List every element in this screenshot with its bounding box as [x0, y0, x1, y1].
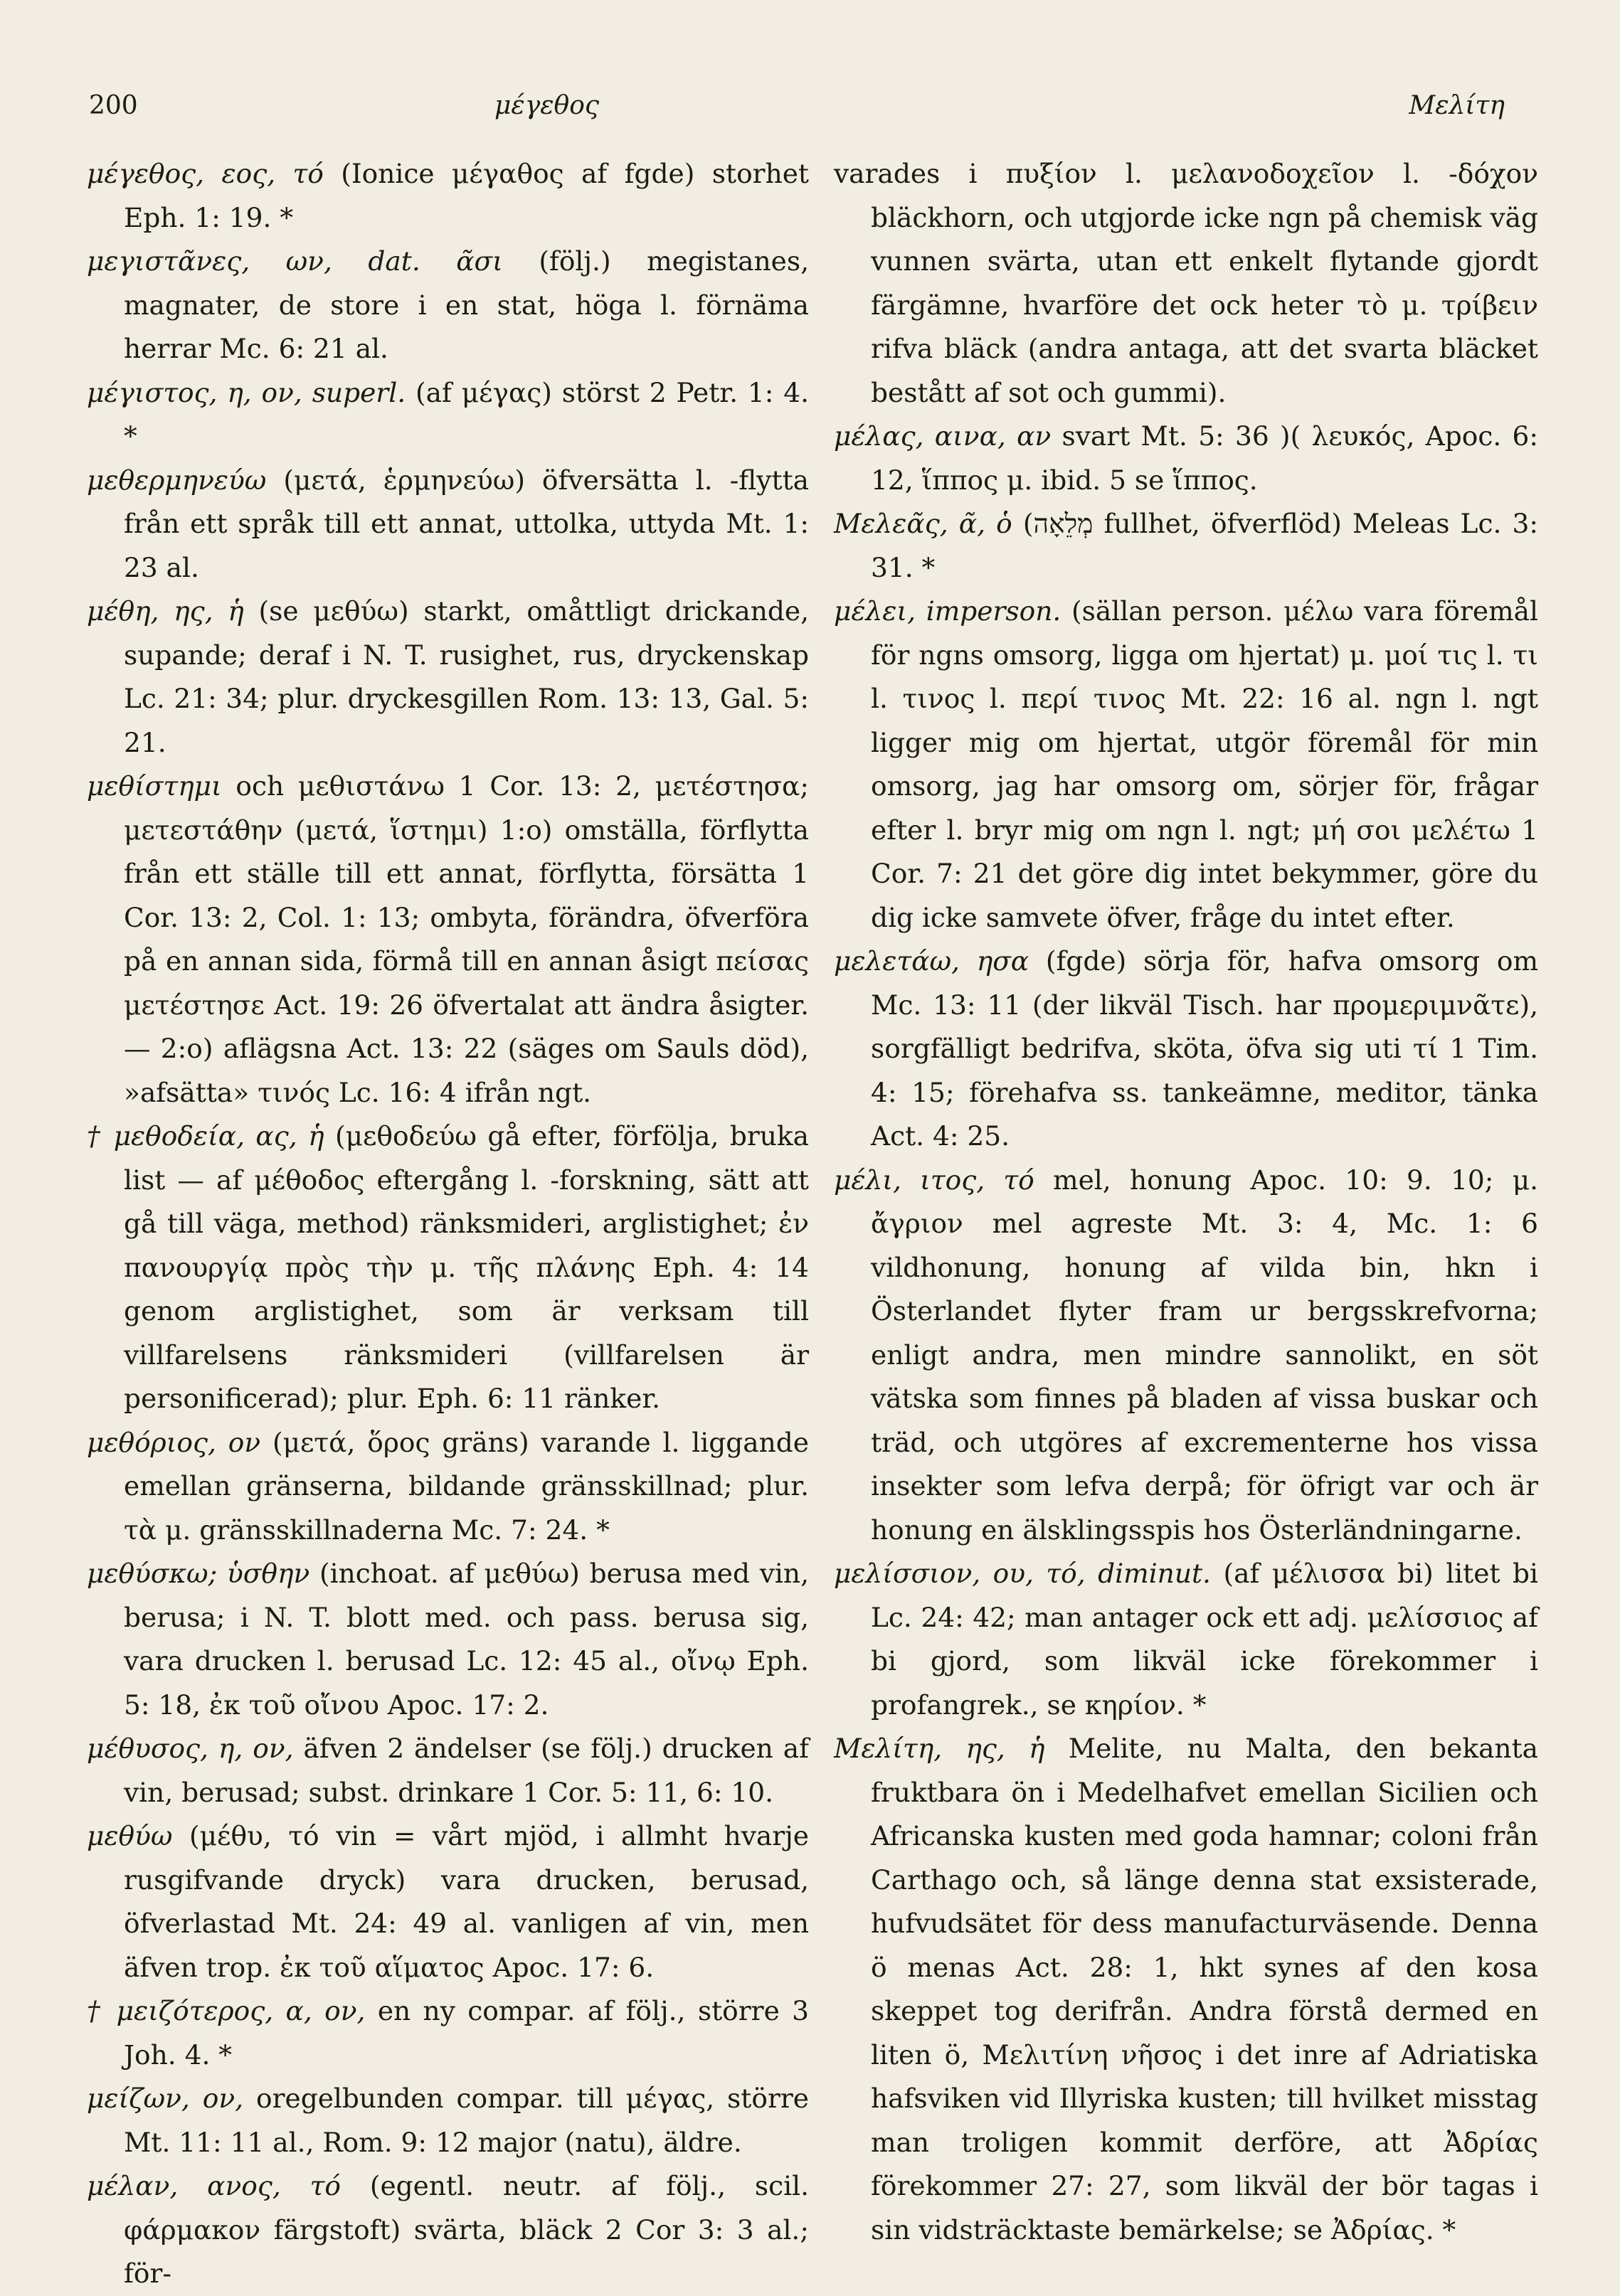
entry-definition: (af μέλισσα bi) litet bi Lc. 24: 42; man antager ock ett adj. μελίσσιος af bi gjord, som likväl icke förekommer i profangrek., se κηρίον. * — [871, 1558, 1538, 1721]
left-column — [87, 152, 809, 2296]
entry-definition: (af μέγας) störst 2 Petr. 1: 4. * — [124, 376, 810, 452]
dictionary-entry — [834, 1727, 1538, 2252]
dictionary-entry — [87, 1727, 809, 1814]
dictionary-entry — [87, 590, 809, 765]
entry-headword: μέλαν, ανος, τό — [87, 2170, 341, 2201]
entry-definition: (מְלֵאָה fullhet, öfverflöd) Meleas Lc. 3: 31. * — [871, 508, 1538, 583]
dictionary-entry — [834, 502, 1538, 590]
entry-definition: (följ.) megistanes, magnater, de store i en stat, höga l. förnäma herrar Mc. 6: 21 al. — [124, 245, 809, 364]
entry-headword: Μελίτη, ης, ἡ — [834, 1733, 1045, 1764]
entry-headword: μέθη, ης, ἡ — [87, 595, 244, 627]
entry-definition: svart Mt. 5: 36 )( λευκός, Apoc. 6: 12, ἵππος μ. ibid. 5 se ἵππος. — [871, 420, 1538, 496]
entry-headword: μεθίστημι — [87, 770, 222, 802]
dictionary-entry — [834, 1552, 1538, 1727]
page-header — [89, 91, 1533, 134]
entry-definition: (sällan person. μέλω vara föremål för ngns omsorg, ligga om hjertat) μ. μοί τις l. τι l. τινος l. περί τινος Mt. 22: 16 al. ngn l. ngt ligger mig om hjertat, utgör föremål för min omsorg, jag har omsorg om, sörjer för, frågar efter l. bryr mig om ngn l. ngt; μή σοι μελέτω 1 Cor. 7: 21 det göre dig intet bekymmer, göre du dig icke samvete öfver, fråge du intet efter. — [871, 595, 1538, 933]
entry-headword: μεθερμηνεύω — [87, 464, 267, 496]
entry-headword: † μειζότερος, α, ον, — [87, 1995, 366, 2026]
entry-headword: μέγιστος, η, ον, superl. — [87, 376, 406, 408]
entry-headword: μεθόριος, ον — [87, 1426, 261, 1458]
entry-definition: (fgde) sörja för, hafva omsorg om Mc. 13: 11 (der likväl Tisch. har προμεριμνᾶτε), sorgfälligt bedrifva, sköta, öfva sig uti τί 1 Tim. 4: 15; förehafva ss. tankeämne, meditor, tänka Act. 4: 25. — [871, 945, 1539, 1152]
dictionary-entry — [834, 590, 1538, 940]
entry-headword: μέλι, ιτος, τό — [834, 1164, 1034, 1196]
entry-definition: en ny compar. af följ., större 3 Joh. 4. * — [124, 1995, 810, 2071]
entry-definition: (μετά, ἑρμηνεύω) öfversätta l. -flytta från ett språk till ett annat, uttolka, uttyda Mt. 1: 23 al. — [124, 464, 809, 583]
dictionary-entry — [87, 1989, 809, 2077]
dictionary-entry — [87, 1552, 809, 1727]
dictionary-entry — [834, 152, 1538, 415]
dictionary-entry — [834, 415, 1538, 502]
right-column — [834, 152, 1538, 2252]
dictionary-entry — [834, 1159, 1538, 1553]
entry-headword: μεγιστᾶνες, ων, dat. ᾶσι — [87, 245, 503, 277]
entry-headword: † μεθοδεία, ας, ἡ — [87, 1120, 324, 1152]
dictionary-entry — [87, 2164, 809, 2296]
entry-definition: mel, honung Apoc. 10: 9. 10; μ. ἄγριον mel agreste Mt. 3: 4, Mc. 1: 6 vildhonung, honung af vilda bin, hkn i Österlandet flyter fram ur bergsskrefvorna; enligt andra, men mindre sannolikt, en söt vätska som finnes på bladen af vissa buskar och träd, och utgöres af excrementerne hos vissa insekter som lefva derpå; för öfrigt var och är honung en älsklingsspis hos Österländningarne. — [871, 1164, 1539, 1546]
entry-headword: Μελεᾶς, ᾶ, ὁ — [834, 508, 1012, 539]
entry-headword: μέγεθος, εος, τό — [87, 158, 324, 189]
dictionary-entry — [834, 940, 1538, 1159]
running-head-right: Μελίτη — [1409, 91, 1505, 120]
entry-definition: (μεθοδεύω gå efter, förfölja, bruka list — af μέθοδος eftergång l. -forskning, sätt att gå till väga, method) ränksmideri, arglistighet; ἐν πανουργίᾳ πρὸς τὴν μ. τῆς πλάνης Eph. 4: 14 genom arglistighet, som är verksam till villfarelsens ränksmideri (villfarelsen är personificerad); plur. Eph. 6: 11 ränker. — [124, 1120, 810, 1414]
entry-definition: Melite, nu Malta, den bekanta fruktbara ön i Medelhafvet emellan Sicilien och Africanska kusten med goda hamnar; coloni från Carthago och, så länge denna stat exsisterade, hufvudsätet för dess manufacturväsende. Denna ö menas Act. 28: 1, hkt synes af den kosa skeppet tog derifrån. Andra förstå dermed en liten ö, Μελιτίνη νῆσος i det inre af Adriatiska hafsviken vid Illyriska kusten; till hvilket misstag man troligen kommit derföre, att Ἀδρίας förekommer 27: 27, som likväl der bör tagas i sin vidsträcktaste bemärkelse; se Ἀδρίας. * — [871, 1733, 1539, 2245]
entry-definition: (Ionice μέγαθος af fgde) storhet Eph. 1: 19. * — [124, 158, 809, 233]
dictionary-entry — [87, 240, 809, 371]
entry-headword: μέλει, imperson. — [834, 595, 1062, 627]
entry-definition: och μεθιστάνω 1 Cor. 13: 2, μετέστησα; μετεστάθην (μετά, ἵστημι) 1:o) omställa, förflytta från ett ställe till ett annat, förflytta, försätta 1 Cor. 13: 2, Col. 1: 13; ombyta, förändra, öfverföra på en annan sida, förmå till en annan åsigt πείσας μετέστησε Act. 19: 26 öfvertalat att ändra åsigter. — 2:o) aflägsna Act. 13: 22 (säges om Sauls död), »afsätta» τινός Lc. 16: 4 ifrån ngt. — [124, 770, 810, 1108]
running-head-left: μέγεθος — [494, 91, 600, 120]
dictionary-entry — [87, 371, 809, 459]
dictionary-entry — [87, 1421, 809, 1553]
entry-headword: μέθυσος, η, ον, — [87, 1733, 294, 1764]
entry-headword: μεθύω — [87, 1820, 173, 1851]
entry-definition: äfven 2 ändelser (se följ.) drucken af vin, berusad; subst. drinkare 1 Cor. 5: 11, 6: 10. — [124, 1733, 809, 1808]
dictionary-entry — [87, 1814, 809, 1989]
entry-headword: μείζων, ον, — [87, 2083, 244, 2114]
dictionary-entry — [87, 2077, 809, 2164]
page-number: 200 — [89, 91, 138, 120]
dictionary-entry — [87, 1115, 809, 1421]
dictionary-entry — [87, 152, 809, 240]
entry-definition: (se μεθύω) starkt, omåttligt drickande, supande; deraf i N. T. rusighet, rus, dryckenskap Lc. 21: 34; plur. dryckesgillen Rom. 13: 13, Gal. 5: 21. — [124, 595, 810, 758]
entry-definition: (μέθυ, τό vin = vårt mjöd, i allmht hvarje rusgifvande dryck) vara drucken, berusad, öfverlastad Mt. 24: 49 al. vanligen af vin, men äfven trop. ἐκ τοῦ αἵματος Apoc. 17: 6. — [124, 1820, 809, 1983]
entry-headword: μελετάω, ησα — [834, 945, 1029, 977]
dictionary-entry — [87, 459, 809, 590]
entry-definition: (inchoat. af μεθύω) berusa med vin, berusa; i N. T. blott med. och pass. berusa sig, vara drucken l. berusad Lc. 12: 45 al., οἴνῳ Eph. 5: 18, ἐκ τοῦ οἴνου Apoc. 17: 2. — [124, 1558, 809, 1721]
entry-headword: μέλας, αινα, αν — [834, 420, 1052, 452]
dictionary-entry — [87, 765, 809, 1115]
entry-definition: (μετά, ὅρος gräns) varande l. liggande emellan gränserna, bildande gränsskillnad; plur. τὰ μ. gränsskillnaderna Mc. 7: 24. * — [124, 1426, 810, 1546]
entry-headword: μεθύσκω; ὑσθην — [87, 1558, 310, 1589]
entry-definition: (egentl. neutr. af följ., scil. φάρμακον färgstoft) svärta, bläck 2 Cor 3: 3 al.; för- — [124, 2170, 810, 2289]
entry-definition: varades i πυξίον l. μελανοδοχεῖον l. -δόχον bläckhorn, och utgjorde icke ngn på chemisk väg vunnen svärta, utan ett enkelt flytande gjordt färgämne, hvarföre det ock heter τὸ μ. τρίβειν rifva bläck (andra antaga, att det svarta bläcket bestått af sot och gummi). — [834, 158, 1538, 408]
entry-headword: μελίσσιον, ου, τό, diminut. — [834, 1558, 1211, 1589]
entry-definition: oregelbunden compar. till μέγας, större Mt. 11: 11 al., Rom. 9: 12 major (natu), äldre. — [124, 2083, 809, 2158]
